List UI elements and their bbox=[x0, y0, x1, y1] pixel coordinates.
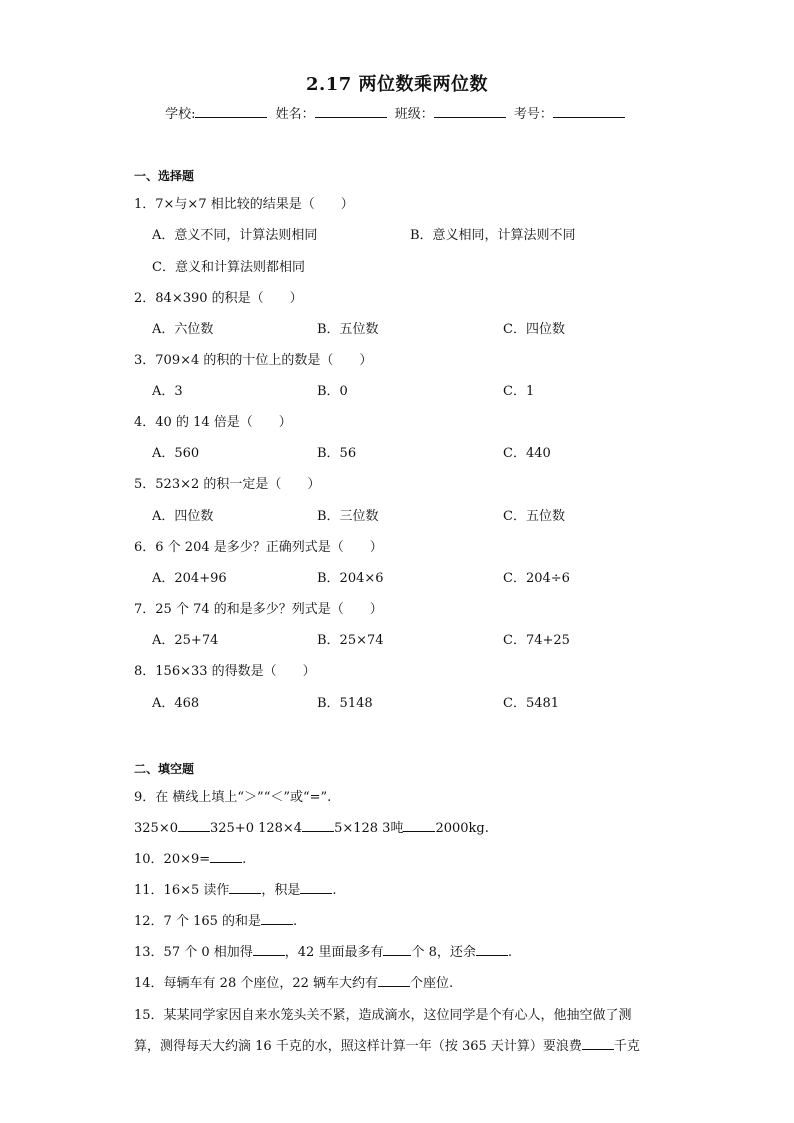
section-heading-fill: 二、填空题 bbox=[134, 762, 195, 776]
option-a[interactable]: A．四位数 bbox=[152, 509, 214, 524]
page-title: 2.17 两位数乘两位数 bbox=[305, 74, 489, 95]
option-c[interactable]: C．1 bbox=[503, 384, 535, 399]
option-c[interactable]: C．五位数 bbox=[503, 509, 565, 524]
question-stem: 9．在 横线上填上“＞”“＜”或“=”. bbox=[134, 790, 332, 805]
section-heading-choice: 一、选择题 bbox=[134, 169, 195, 183]
question-stem: 2．84×390 的积是（ ） bbox=[134, 291, 303, 306]
answer-blank[interactable] bbox=[403, 819, 435, 832]
answer-blank[interactable] bbox=[383, 943, 411, 956]
answer-blank[interactable] bbox=[210, 850, 242, 863]
question-line: 325×0 325+0 128×4 5×128 3吨 2000kg. bbox=[134, 821, 489, 836]
option-b[interactable]: B．0 bbox=[317, 384, 348, 399]
answer-blank[interactable] bbox=[178, 819, 210, 832]
option-c[interactable]: C．74+25 bbox=[503, 633, 570, 648]
option-b[interactable]: B．204×6 bbox=[317, 571, 384, 586]
option-a[interactable]: A．25+74 bbox=[152, 633, 219, 648]
answer-blank[interactable] bbox=[229, 881, 261, 894]
answer-blank[interactable] bbox=[302, 819, 334, 832]
answer-blank[interactable] bbox=[300, 881, 332, 894]
question-stem: 7．25 个 74 的和是多少？列式是（ ） bbox=[134, 602, 383, 617]
question-stem: 5．523×2 的积一定是（ ） bbox=[134, 477, 321, 492]
option-b[interactable]: B．5148 bbox=[317, 696, 373, 711]
question-line: 算，测得每天大约滴 16 千克的水，照这样计算一年（按 365 天计算）要浪费 千克 bbox=[134, 1039, 640, 1054]
name-label: 姓名： bbox=[275, 107, 315, 122]
answer-blank[interactable] bbox=[261, 912, 293, 925]
question-stem: 6．6 个 204 是多少？正确列式是（ ） bbox=[134, 540, 383, 555]
option-b[interactable]: B．25×74 bbox=[317, 633, 384, 648]
option-a[interactable]: A．560 bbox=[152, 446, 200, 461]
exam-no-label: 考号： bbox=[513, 107, 553, 122]
option-a[interactable]: A．204+96 bbox=[152, 571, 227, 586]
option-a[interactable]: A．468 bbox=[152, 696, 200, 711]
option-c[interactable]: C．440 bbox=[503, 446, 551, 461]
question-stem: 8．156×33 的得数是（ ） bbox=[134, 664, 316, 679]
class-label: 班级： bbox=[394, 107, 434, 122]
option-c[interactable]: C．意义和计算法则都相同 bbox=[152, 260, 305, 275]
option-c[interactable]: C．204÷6 bbox=[503, 571, 570, 586]
student-info-row bbox=[0, 103, 794, 122]
option-c[interactable]: C．5481 bbox=[503, 696, 560, 711]
answer-blank[interactable] bbox=[582, 1037, 614, 1050]
answer-blank[interactable] bbox=[253, 943, 285, 956]
school-blank[interactable] bbox=[195, 105, 267, 118]
option-b[interactable]: B．五位数 bbox=[317, 322, 379, 337]
option-a[interactable]: A．六位数 bbox=[152, 322, 214, 337]
exam-no-blank[interactable] bbox=[553, 105, 625, 118]
school-label: 学校: bbox=[165, 107, 196, 122]
option-b[interactable]: B．56 bbox=[317, 446, 357, 461]
question-line: 14．每辆车有 28 个座位，22 辆车大约有 个座位. bbox=[134, 976, 454, 991]
question-stem: 1．7×与×7 相比较的结果是（ ） bbox=[134, 197, 354, 212]
name-blank[interactable] bbox=[315, 105, 387, 118]
question-line: 10．20×9= . bbox=[134, 852, 247, 867]
option-c[interactable]: C．四位数 bbox=[503, 322, 565, 337]
question-line: 11．16×5 读作 ，积是 . bbox=[134, 883, 337, 898]
answer-blank[interactable] bbox=[378, 974, 410, 987]
question-line: 13．57 个 0 相加得 ，42 里面最多有 个 8，还余 . bbox=[134, 945, 512, 960]
question-line: 15．某某同学家因自来水笼头关不紧，造成滴水，这位同学是个有心人，他抽空做了测 bbox=[134, 1008, 632, 1023]
option-a[interactable]: A．3 bbox=[152, 384, 183, 399]
option-b[interactable]: B．意义相同，计算法则不同 bbox=[410, 228, 576, 243]
question-stem: 4．40 的 14 倍是（ ） bbox=[134, 415, 292, 430]
class-blank[interactable] bbox=[434, 105, 506, 118]
option-a[interactable]: A．意义不同，计算法则相同 bbox=[152, 228, 318, 243]
question-line: 12．7 个 165 的和是 . bbox=[134, 914, 298, 929]
question-stem: 3．709×4 的积的十位上的数是（ ） bbox=[134, 353, 373, 368]
answer-blank[interactable] bbox=[476, 943, 508, 956]
option-b[interactable]: B．三位数 bbox=[317, 509, 379, 524]
